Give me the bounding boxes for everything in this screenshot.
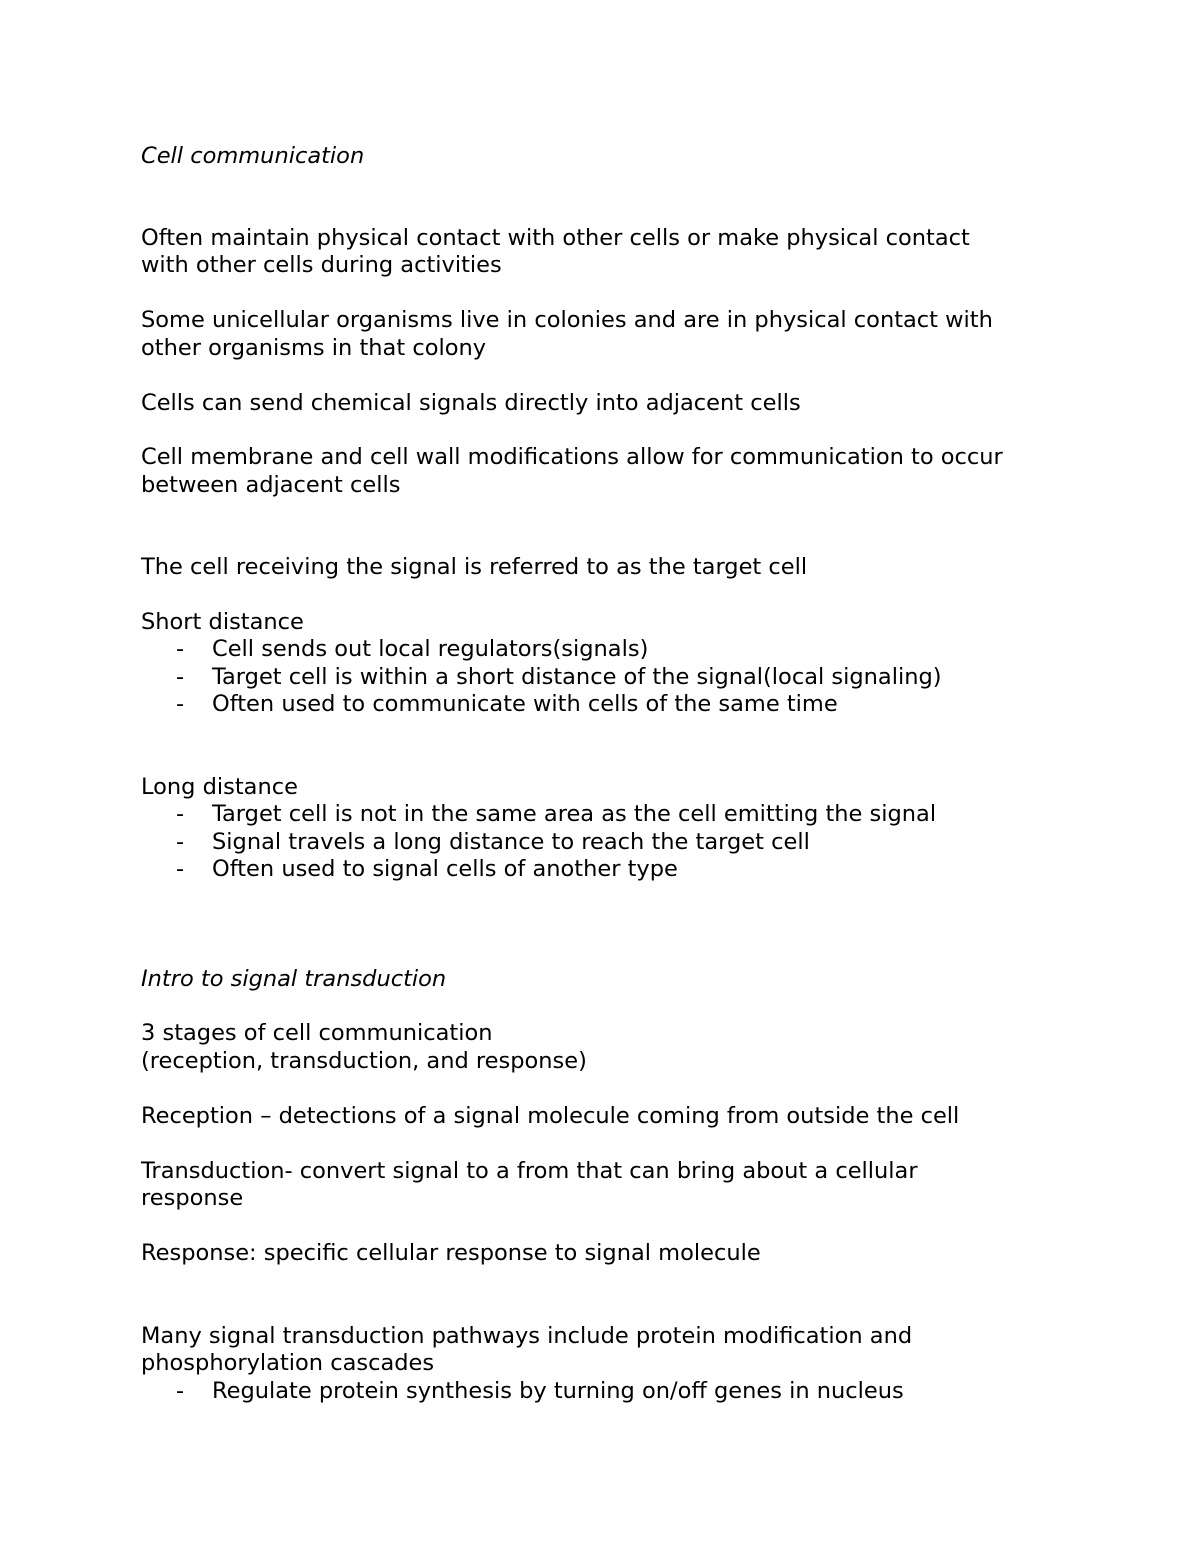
- list-item: Often used to signal cells of another type: [212, 856, 678, 882]
- paragraph-line: Cell membrane and cell wall modifications allow for communication to occur: [141, 444, 1003, 470]
- paragraph-line: Response: specific cellular response to signal molecule: [141, 1240, 761, 1266]
- bullet-marker: -: [176, 691, 185, 717]
- paragraph-line: with other cells during activities: [141, 252, 502, 278]
- list-title-short-distance: Short distance: [141, 609, 304, 635]
- paragraph-line: Cells can send chemical signals directly into adjacent cells: [141, 390, 801, 416]
- bullet-marker: -: [176, 801, 185, 827]
- paragraph-line: Many signal transduction pathways include protein modification and: [141, 1323, 913, 1349]
- paragraph-line: Reception – detections of a signal molecule coming from outside the cell: [141, 1103, 960, 1129]
- list-item: Target cell is not in the same area as the cell emitting the signal: [212, 801, 937, 827]
- list-item: Signal travels a long distance to reach the target cell: [212, 829, 810, 855]
- bullet-marker: -: [176, 636, 185, 662]
- list-item: Target cell is within a short distance of the signal(local signaling): [212, 664, 942, 690]
- paragraph-line: The cell receiving the signal is referred to as the target cell: [141, 554, 808, 580]
- paragraph-line: Transduction- convert signal to a from that can bring about a cellular: [141, 1158, 918, 1184]
- paragraph-line: between adjacent cells: [141, 472, 401, 498]
- paragraph-line: response: [141, 1185, 244, 1211]
- section-heading-cell-communication: Cell communication: [141, 143, 365, 169]
- bullet-marker: -: [176, 829, 185, 855]
- list-item: Often used to communicate with cells of the same time: [212, 691, 838, 717]
- paragraph-line: (reception, transduction, and response): [141, 1048, 587, 1074]
- paragraph-line: Some unicellular organisms live in colonies and are in physical contact with: [141, 307, 993, 333]
- list-item: Regulate protein synthesis by turning on/off genes in nucleus: [212, 1378, 904, 1404]
- bullet-marker: -: [176, 1378, 185, 1404]
- list-item: Cell sends out local regulators(signals): [212, 636, 649, 662]
- list-title-long-distance: Long distance: [141, 774, 298, 800]
- bullet-marker: -: [176, 664, 185, 690]
- paragraph-line: phosphorylation cascades: [141, 1350, 435, 1376]
- bullet-marker: -: [176, 856, 185, 882]
- paragraph-line: Often maintain physical contact with other cells or make physical contact: [141, 225, 970, 251]
- section-heading-signal-transduction: Intro to signal transduction: [141, 966, 447, 992]
- paragraph-line: other organisms in that colony: [141, 335, 487, 361]
- paragraph-line: 3 stages of cell communication: [141, 1020, 493, 1046]
